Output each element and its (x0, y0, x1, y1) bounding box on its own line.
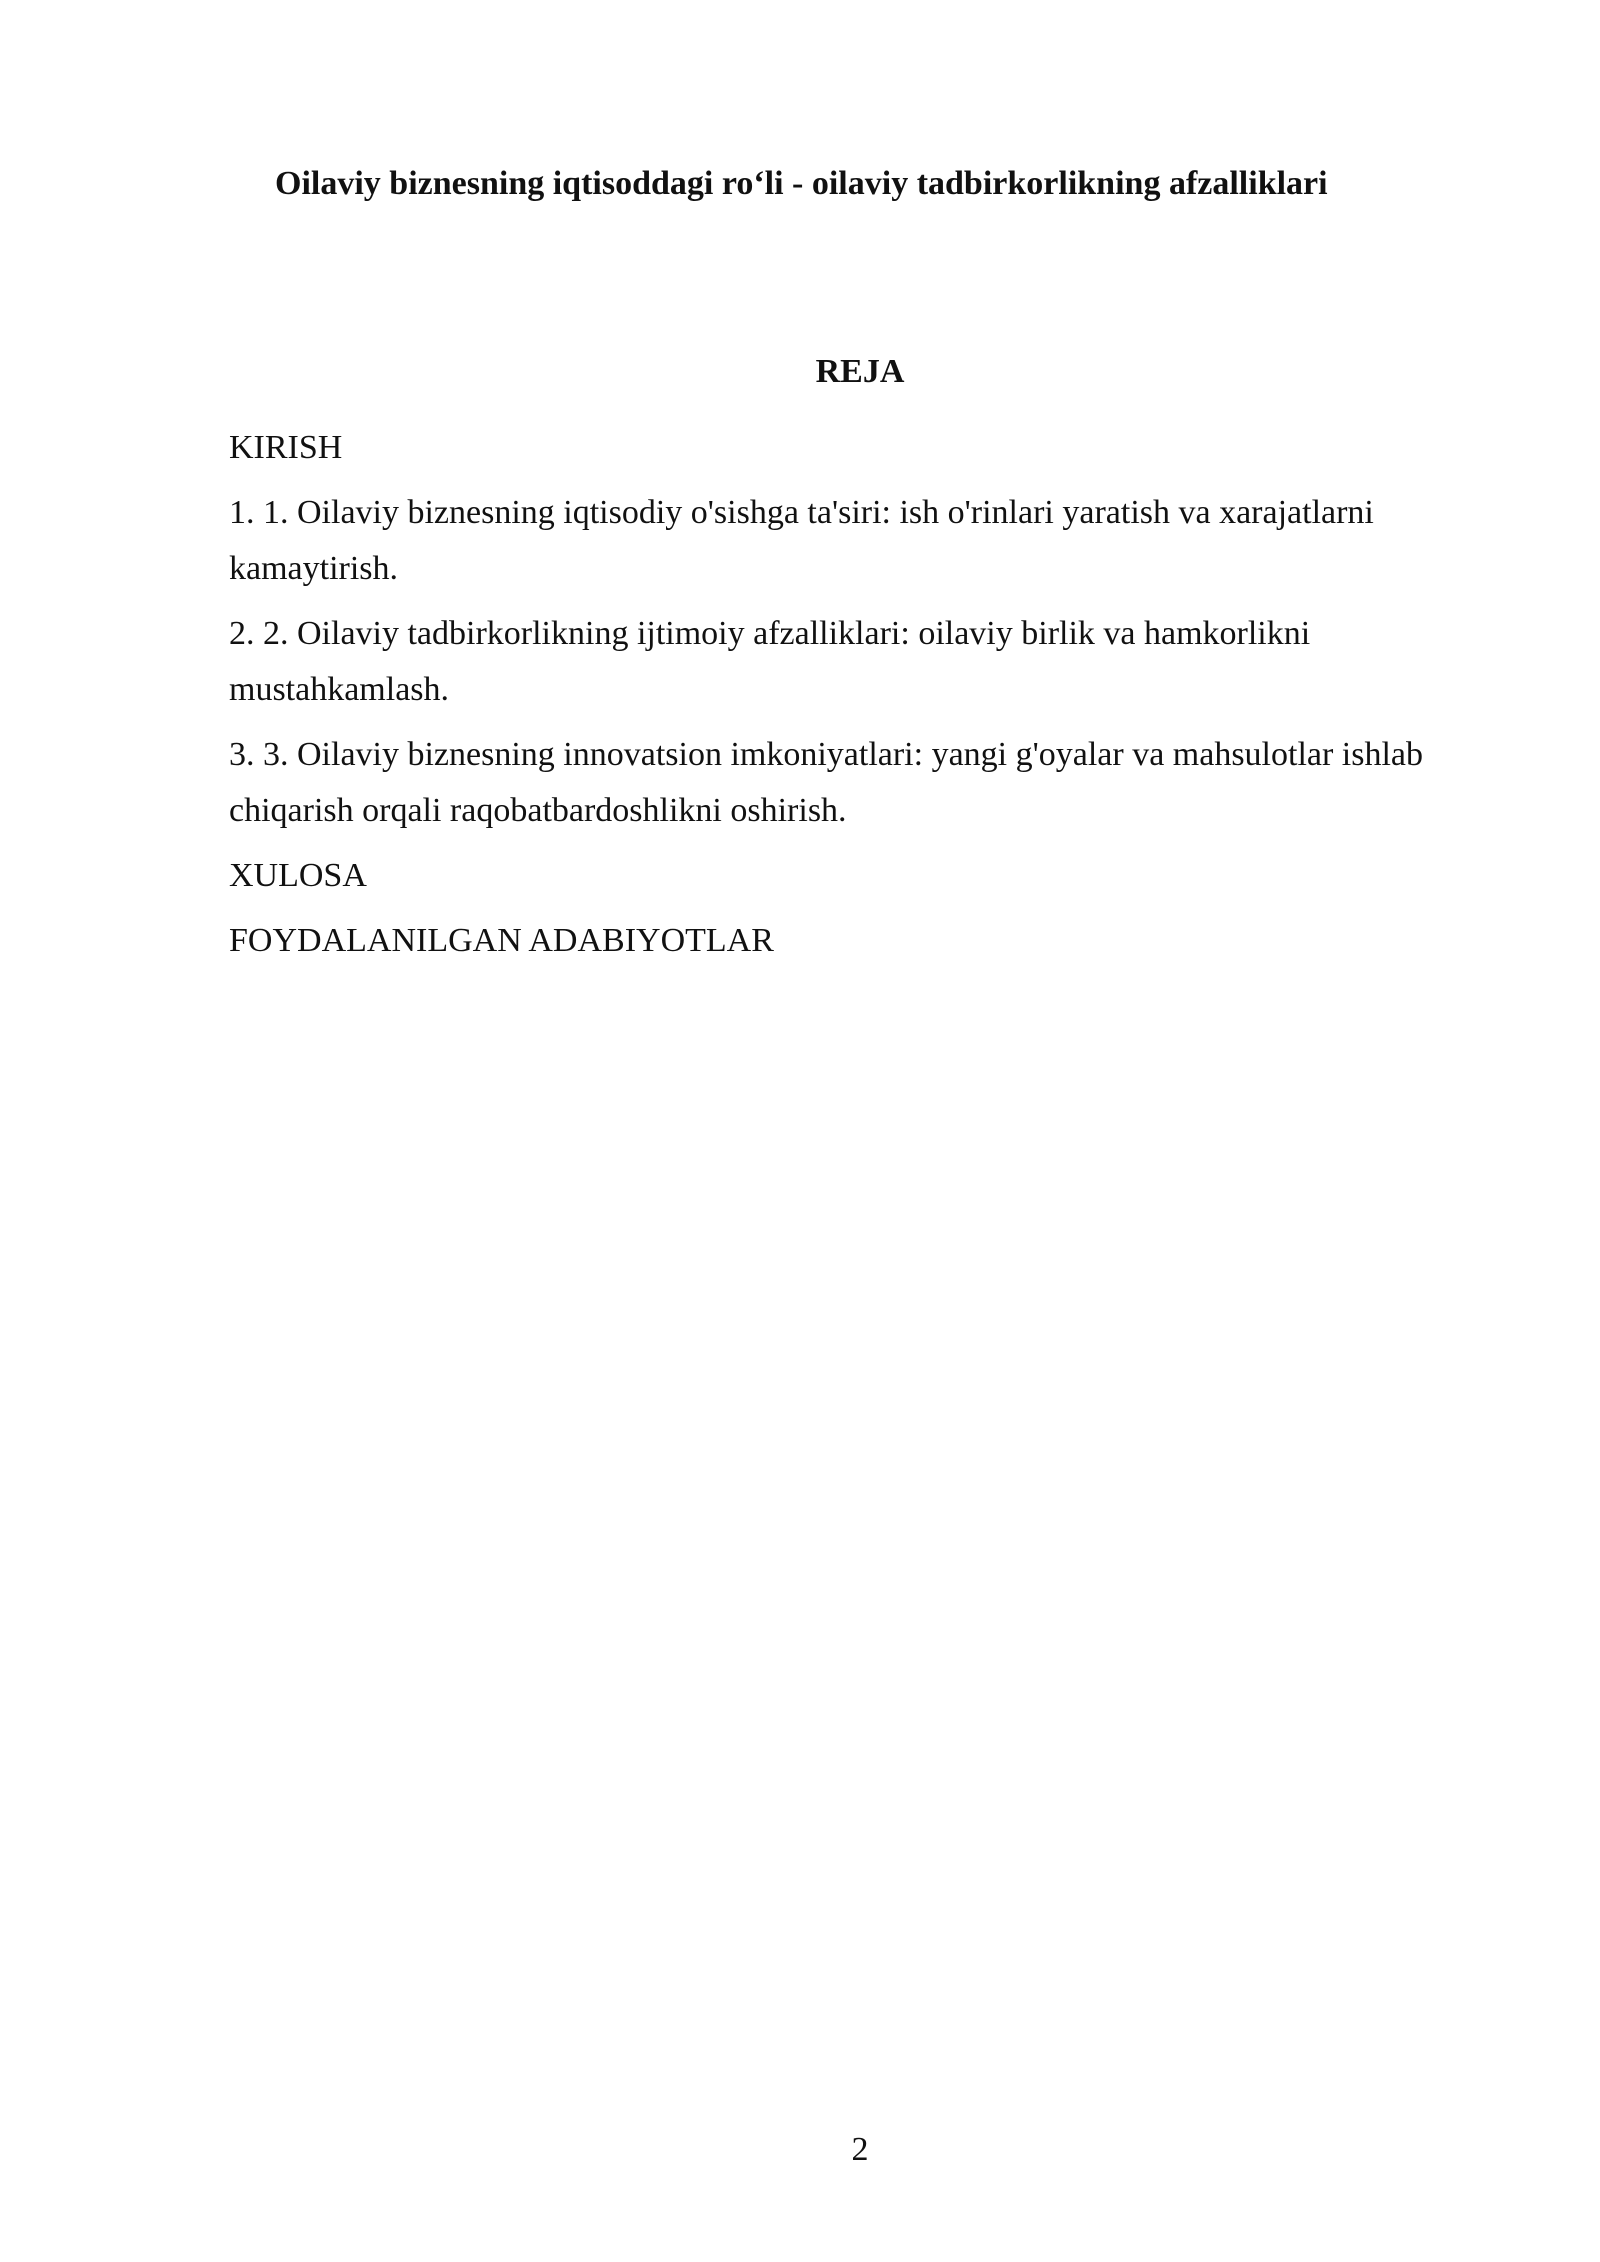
document-title: Oilaviy biznesning iqtisoddagi ro‘li - oilaviy tadbirkorlikning afzalliklari (275, 165, 1328, 202)
plan-item-introduction: KIRISH (229, 429, 343, 466)
page-number: 2 (851, 2131, 869, 2168)
plan-item-3: 3. 3. Oilaviy biznesning innovatsion imkoniyatlari: yangi g'oyalar va mahsulotlar ishlab chiqarish orqali raqobatbardoshlikni oshirish. (229, 736, 1424, 829)
plan-list (229, 420, 1469, 978)
plan-item-2: 2. 2. Oilaviy tadbirkorlikning ijtimoiy afzalliklari: oilaviy birlik va hamkorlikni mustahkamlash. (229, 615, 1311, 708)
plan-heading: REJA (815, 353, 905, 390)
plan-item-references: FOYDALANILGAN ADABIYOTLAR (229, 922, 774, 959)
plan-item-1: 1. 1. Oilaviy biznesning iqtisodiy o'sishga ta'siri: ish o'rinlari yaratish va xarajatlarni kamaytirish. (229, 494, 1374, 587)
plan-item-conclusion: XULOSA (229, 857, 367, 894)
